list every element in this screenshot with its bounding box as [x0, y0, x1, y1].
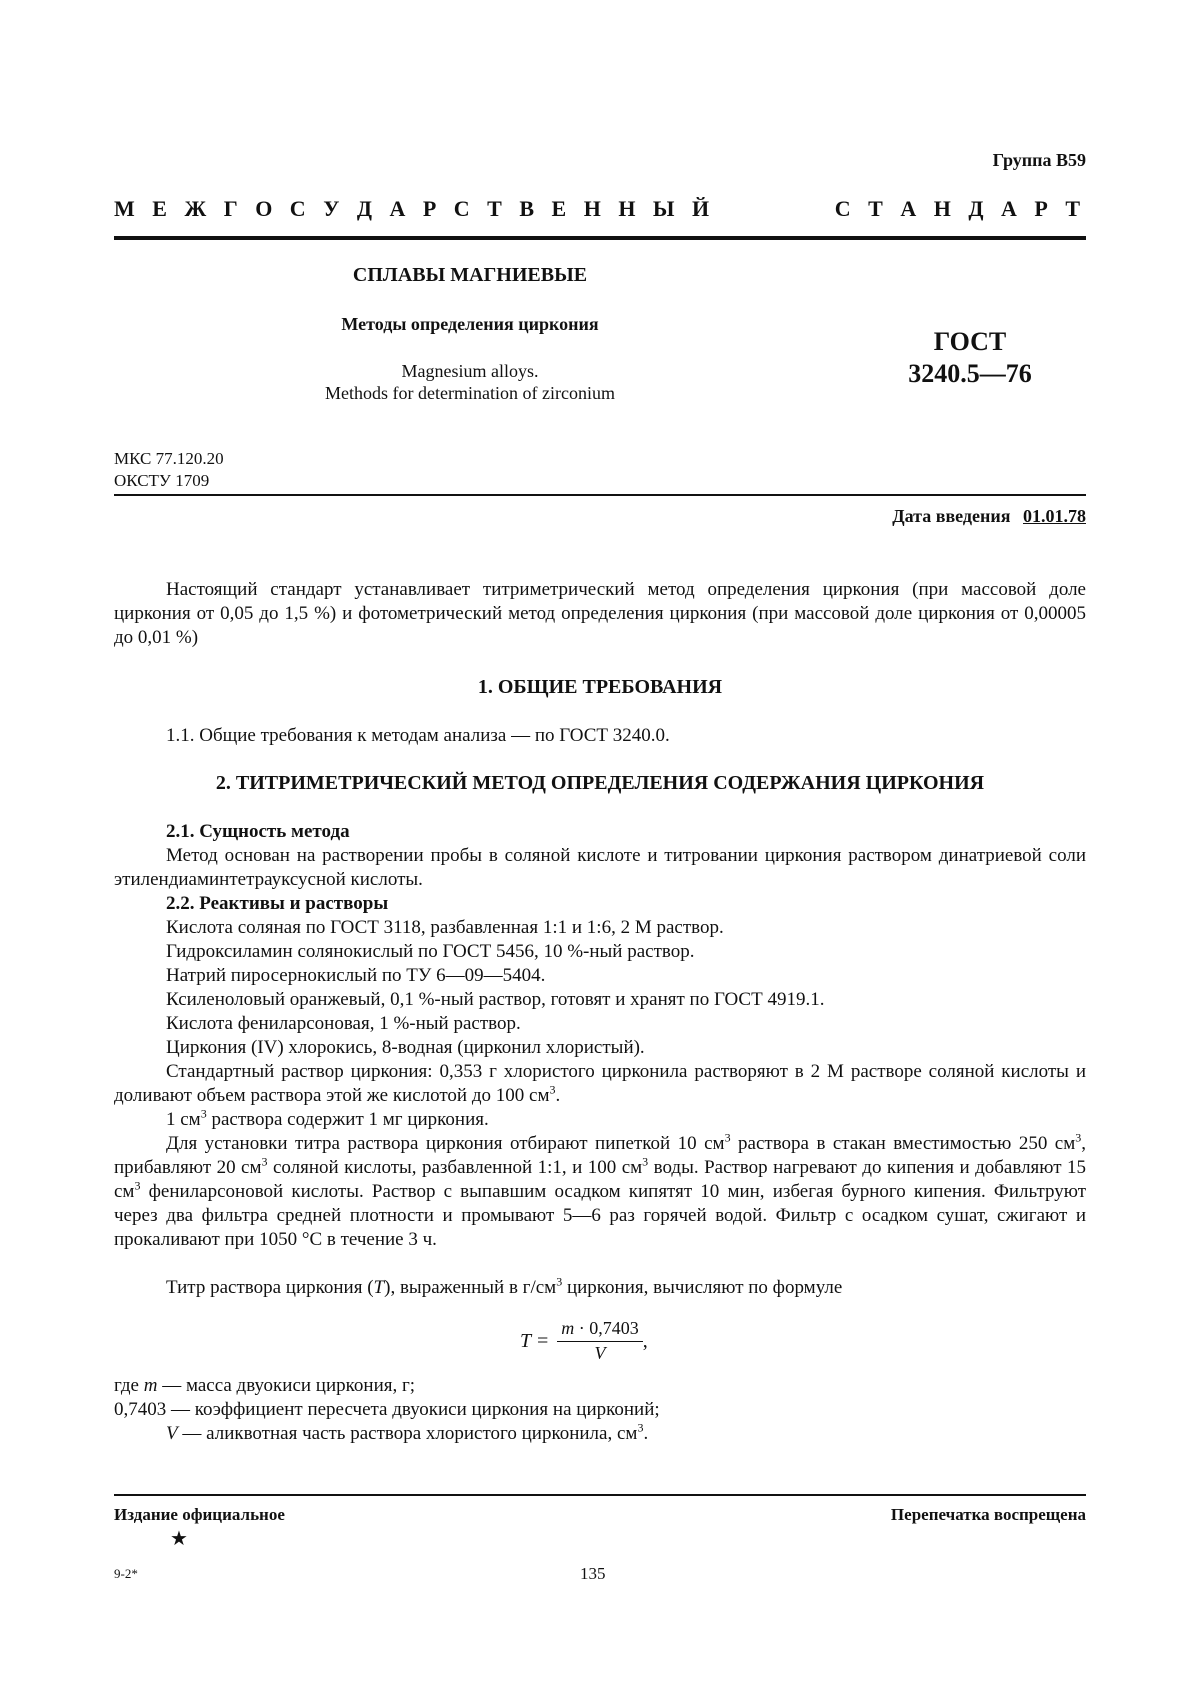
section-1-heading: 1. ОБЩИЕ ТРЕБОВАНИЯ: [477, 676, 723, 698]
standard-banner: [114, 196, 1086, 222]
english-title-line1: Magnesium alloys.: [401, 361, 539, 381]
solution-content-text: 1 $см^3$ раствора содержит 1 мг циркония.: [166, 1106, 489, 1130]
document-subtitle: Методы определения циркония: [341, 314, 599, 334]
gost-label: ГОСТ: [933, 327, 1007, 356]
reagent-item: Кислота соляная по ГОСТ 3118, разбавленная 1:1 и 1:6, 2 М раствор.: [166, 917, 724, 938]
section-2-2-heading: 2.2. Реактивы и растворы: [166, 893, 389, 914]
classification-codes: [114, 448, 224, 492]
introduction-date-label: Дата введения: [892, 506, 1011, 526]
formula-tail: ,: [642, 1329, 648, 1352]
okstu-code: ОКСТУ 1709: [114, 471, 210, 490]
standard-solution-text: Стандартный раствор циркония: 0,353 г хлористого цирконила растворяют в 2 М растворе соляной кислоты и доливают объем раствора этой же кислотой до 100 $см^3$.: [114, 1061, 1086, 1106]
intro-paragraph: Настоящий стандарт устанавливает титриметрический метод определения циркония (при массовой доле циркония от 0,05 до 1,5 %) и фотометрический метод определения циркония (при массовой доле циркония от 0,00005 до 0,01 %): [114, 579, 1086, 648]
formula-intro-text: Титр раствора циркония (T), выраженный в $г/см^3$ циркония, вычисляют по формуле: [166, 1274, 843, 1298]
mks-code: МКС 77.120.20: [114, 449, 224, 468]
formula-lhs: T =: [520, 1329, 550, 1352]
section-1-1-text: 1.1. Общие требования к методам анализа — по ГОСТ 3240.0.: [166, 725, 670, 746]
where-m-text: где m — масса двуокиси циркония, г;: [114, 1375, 416, 1396]
group-code: Группа В59: [992, 150, 1086, 170]
aliquot-text: V — аликвотная часть раствора хлористого цирконила, $см^3$.: [166, 1420, 649, 1444]
codes-rule: [114, 494, 1086, 496]
formula-fraction: [557, 1318, 643, 1364]
gost-number: [880, 326, 1060, 390]
formula-denominator: V: [594, 1343, 606, 1363]
reagent-item: Кислота фениларсоновая, 1 %-ный раствор.: [166, 1013, 521, 1034]
document-title: СПЛАВЫ МАГНИЕВЫЕ: [352, 264, 588, 286]
introduction-date-value: 01.01.78: [1023, 506, 1086, 526]
introduction-date: [892, 506, 1086, 527]
top-rule: [114, 236, 1086, 240]
gost-code: 3240.5—76: [908, 359, 1032, 388]
english-title-line2: Methods for determination of zirconium: [325, 383, 615, 403]
titre-formula: [520, 1318, 648, 1364]
reprint-prohibited: Перепечатка воспрещена: [890, 1505, 1086, 1524]
coefficient-text: 0,7403 — коэффициент пересчета двуокиси циркония на цирконий;: [114, 1399, 660, 1420]
star-icon: ★: [170, 1528, 188, 1550]
reagent-item: Ксиленоловый оранжевый, 0,1 %-ный раствор, готовят и хранят по ГОСТ 4919.1.: [166, 989, 825, 1010]
reagent-item: Циркония (IV) хлорокись, 8-водная (цирконил хлористый).: [166, 1037, 645, 1058]
print-code: 9-2*: [114, 1566, 138, 1581]
english-title: [250, 360, 690, 404]
section-2-1-text: Метод основан на растворении пробы в соляной кислоте и титровании циркония раствором динатриевой соли этилендиаминтетрауксусной кислоты.: [114, 845, 1086, 890]
official-edition: Издание официальное: [114, 1505, 285, 1524]
banner-left: М Е Ж Г О С У Д А Р С Т В Е Н Н Ы Й: [114, 196, 716, 221]
formula-numerator: m · 0,7403: [557, 1318, 643, 1342]
footer-rule: [114, 1494, 1086, 1496]
titre-procedure-text: Для установки титра раствора циркония отбирают пипеткой 10 $см^3$ раствора в стакан вместимостью 250 $см^3$, прибавляют 20 $см^3$ соляной кислоты, разбавленной 1:1, и 100 $см^3$ воды. Раствор нагревают до кипения и добавляют 15 $см^3$ фениларсоновой кислоты. Раствор с выпавшим осадком кипятят 10 мин, избегая бурного кипения. Фильтруют через два фильтра средней плотности и промывают 5—6 раз горячей водой. Фильтр с осадком сушат, сжигают и прокаливают при 1050 °С в течение 3 ч.: [114, 1130, 1086, 1250]
banner-right: С Т А Н Д А Р Т: [834, 196, 1086, 221]
reagent-item: Гидроксиламин солянокислый по ГОСТ 5456, 10 %-ный раствор.: [166, 941, 695, 962]
page-number: 135: [580, 1564, 606, 1583]
reagent-item: Натрий пиросернокислый по ТУ 6—09—5404.: [166, 965, 546, 986]
section-2-1-heading: 2.1. Сущность метода: [166, 821, 350, 842]
section-2-heading: 2. ТИТРИМЕТРИЧЕСКИЙ МЕТОД ОПРЕДЕЛЕНИЯ СОДЕРЖАНИЯ ЦИРКОНИЯ: [215, 772, 985, 794]
